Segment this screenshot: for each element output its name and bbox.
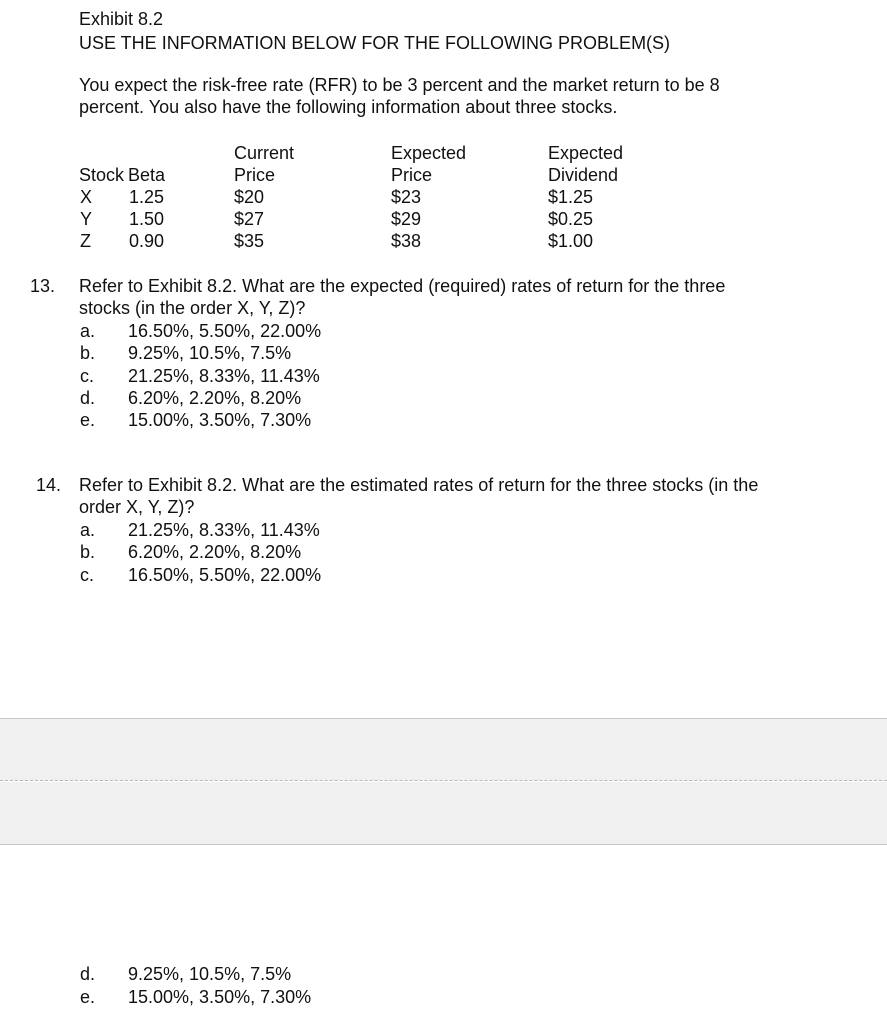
table-cell-stock: Z	[80, 231, 91, 251]
table-cell-expected-dividend: $0.25	[548, 209, 594, 229]
table-cell-expected-price: $38	[391, 231, 422, 251]
exhibit-intro-line-1: You expect the risk-free rate (RFR) to be 3 percent and the market return to be 8	[79, 75, 720, 95]
header-expected-dividend-bottom: Dividend	[548, 165, 619, 185]
question-text-line-2: order X, Y, Z)?	[79, 497, 195, 517]
header-current: Current	[234, 143, 295, 163]
exhibit-intro-line-2: percent. You also have the following information about three stocks.	[79, 97, 618, 117]
answer-option[interactable]: 15.00%, 3.50%, 7.30%	[128, 410, 312, 430]
exhibit-instruction: USE THE INFORMATION BELOW FOR THE FOLLOWING PROBLEM(S)	[79, 33, 671, 53]
question-text-line-1: Refer to Exhibit 8.2. What are the estimated rates of return for the three stocks (in the	[79, 475, 759, 495]
option-letter[interactable]: c.	[80, 565, 95, 585]
page-break-divider	[0, 780, 887, 781]
table-cell-expected-dividend: $1.25	[548, 187, 594, 207]
table-cell-stock: Y	[80, 209, 93, 229]
header-stock: Stock	[79, 165, 125, 185]
option-letter[interactable]: e.	[80, 410, 96, 430]
header-expected-dividend-top: Expected	[548, 143, 624, 163]
question-text-line-1: Refer to Exhibit 8.2. What are the expected (required) rates of return for the three	[79, 276, 726, 296]
answer-option[interactable]: 16.50%, 5.50%, 22.00%	[128, 321, 322, 341]
answer-option[interactable]: 21.25%, 8.33%, 11.43%	[128, 520, 320, 540]
answer-option[interactable]: 9.25%, 10.5%, 7.5%	[128, 343, 292, 363]
option-letter[interactable]: d.	[80, 388, 96, 408]
answer-option[interactable]: 21.25%, 8.33%, 11.43%	[128, 366, 320, 386]
table-cell-current-price: $35	[234, 231, 265, 251]
answer-option[interactable]: 6.20%, 2.20%, 8.20%	[128, 388, 302, 408]
exhibit-title: Exhibit 8.2	[79, 9, 164, 29]
option-letter[interactable]: b.	[80, 542, 96, 562]
page-break-band	[0, 718, 887, 781]
answer-option[interactable]: 16.50%, 5.50%, 22.00%	[128, 565, 322, 585]
table-cell-expected-price: $29	[391, 209, 422, 229]
page-break-band	[0, 782, 887, 845]
header-expected-price-top: Expected	[391, 143, 467, 163]
table-cell-current-price: $20	[234, 187, 265, 207]
option-letter[interactable]: a.	[80, 520, 96, 540]
table-cell-current-price: $27	[234, 209, 265, 229]
table-cell-stock: X	[80, 187, 93, 207]
option-letter[interactable]: e.	[80, 987, 96, 1007]
header-beta: Beta	[128, 165, 166, 185]
question-number: 14.	[36, 475, 62, 495]
option-letter[interactable]: b.	[80, 343, 96, 363]
table-cell-beta: 1.25	[129, 187, 165, 207]
table-cell-expected-price: $23	[391, 187, 422, 207]
question-text-line-2: stocks (in the order X, Y, Z)?	[79, 298, 306, 318]
table-cell-beta: 0.90	[129, 231, 165, 251]
answer-option[interactable]: 6.20%, 2.20%, 8.20%	[128, 542, 302, 562]
option-letter[interactable]: a.	[80, 321, 96, 341]
answer-option[interactable]: 9.25%, 10.5%, 7.5%	[128, 964, 292, 984]
option-letter[interactable]: d.	[80, 964, 96, 984]
header-price: Price	[234, 165, 276, 185]
answer-option[interactable]: 15.00%, 3.50%, 7.30%	[128, 987, 312, 1007]
table-cell-beta: 1.50	[129, 209, 165, 229]
question-number: 13.	[30, 276, 56, 296]
table-cell-expected-dividend: $1.00	[548, 231, 594, 251]
option-letter[interactable]: c.	[80, 366, 95, 386]
header-expected-price-bottom: Price	[391, 165, 433, 185]
